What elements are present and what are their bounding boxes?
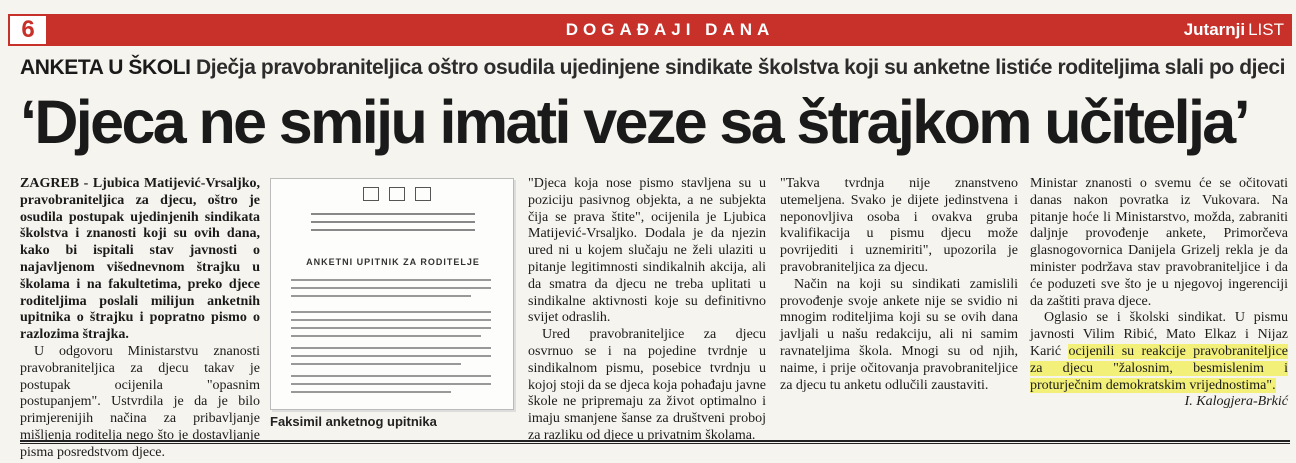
article-column-4 <box>1030 176 1288 426</box>
lead-paragraph: ZAGREB - Ljubica Matijević-Vrsaljko, pravobraniteljica za djecu, oštro je osudila postupak ujedinjenih sindikata školstva i znanosti koji su ovih dana, kako bi ispitali stav javnosti o najavljenom višednevnom štrajku u školama i na fakultetima, preko djece roditeljima poslali milijun anketnih upitnika o štrajku i popratno pismo o razlozima štrajka. <box>20 176 260 343</box>
paragraph: Način na koji su sindikati zamislili provođenje svoje ankete nije se svidio ni mnogim roditeljima koji su se ovih dana javljali u našu redakciju, ali ni samim ravnateljima škola. Mnogi su od njih, naime, i prije očitovanja pravobraniteljice za djecu tu anketu odlučili zaustaviti. <box>780 276 1018 393</box>
brand-logo <box>1184 14 1284 46</box>
paragraph: Ured pravobraniteljice za djecu osvrnuo se i na pojedine tvrdnje u sindikalnom pismu, posebice tvrdnju u kojoj stoji da se djeca koja pohađaju javne škole ne pripremaju za život optimalno i imaju smanjene šanse za društveni proboj za razliku od djece u privatnim školama. <box>528 327 766 443</box>
section-header <box>8 14 1292 46</box>
article-column-3 <box>780 176 1018 426</box>
paragraph: Ministar znanosti o svemu će se očitovati danas nakon povratka iz Vukovara. Na pitanje hoće li Ministarstvo, možda, zabraniti daljnje provođenje ankete, Primorčeva glasnogovornica Danijela Grizelj rekla je da minister podržava stav pravobraniteljice i da će poduzeti sve što je u njegovoj ingerenciji da zaštiti prava djece. <box>1030 176 1288 309</box>
article-column-2 <box>528 176 766 443</box>
facsimile-title: ANKETNI UPITNIK ZA RODITELJE <box>306 257 480 267</box>
facsimile-line <box>311 229 475 231</box>
facsimile-caption: Faksimil anketnog upitnika <box>270 414 437 429</box>
paragraph: "Djeca koja nose pismo stavljena su u poziciju pasivnog objekta, a ne subjekta čija se prava štite", ocijenila je Ljubica Matijević-Vrsaljko. Dodala je da njezin ured ni u kojem slučaju ne želi ulaziti u pitanje legitimnosti sindikalnih akcija, ali da smatra da djecu ne treba uplitati u sindikalne aktivnosti koje su definitivno svijet odraslih. <box>528 176 766 326</box>
facsimile-text-line <box>291 363 461 365</box>
union-logo-icon <box>415 187 431 201</box>
top-strip <box>0 0 1296 8</box>
facsimile-text-line <box>291 375 491 377</box>
facsimile-text-line <box>291 335 481 337</box>
facsimile-logos <box>363 187 431 201</box>
facsimile-text-line <box>291 327 491 329</box>
paragraph <box>1030 310 1288 411</box>
facsimile-text-line <box>291 319 491 321</box>
brand-main: Jutarnji <box>1183 20 1246 39</box>
facsimile-line <box>311 213 475 215</box>
kicker-label: ANKETA U ŠKOLI <box>20 56 191 79</box>
paragraph: "Takva tvrdnja nije znanstveno utemeljena. Svako je dijete jedinstvena i neponovljiva osoba i ovakva gruba kvalifikacija u pismu djecu može povrijediti i uznemiriti", upozorila je pravobraniteljica za djecu. <box>780 176 1018 275</box>
facsimile-text-line <box>291 347 491 349</box>
paragraph-text: Oglasio se i školski sindikat. U pismu javnosti Vilim Ribić, Mato Elkaz i Nijaz Karić <box>1030 310 1288 359</box>
facsimile-text-line <box>291 287 491 289</box>
facsimile-line <box>311 221 475 223</box>
section-band <box>48 14 1292 46</box>
bottom-rule <box>20 440 1290 444</box>
facsimile-image <box>270 178 514 410</box>
brand-suffix: LIST <box>1248 20 1284 39</box>
headline: ‘Djeca ne smiju imati veze sa štrajkom učitelja’ <box>20 88 1248 156</box>
facsimile-text-line <box>291 383 491 385</box>
facsimile-text-line <box>291 355 491 357</box>
paragraph: U odgovoru Ministarstvu znanosti pravobraniteljica za djecu takav je postupak ocijenila "opasnim postupanjem". Ustvrdila je da je bilo primjerenijih načina za pribavljanje mišljenja roditelja nego što je dostavljanje pisma posredstvom djece. <box>20 343 260 460</box>
article-column-1 <box>20 176 260 460</box>
kicker-text: Dječja pravobraniteljica oštro osudila ujedinjene sindikate školstva koji su anketne listiće roditeljima slali po djeci <box>196 56 1286 79</box>
highlighted-quote: ocijenili su reakcije pravobraniteljice za djecu "žalosnim, besmislenim i proturječnim demokratskim vrijednostima". <box>1030 343 1288 393</box>
byline: I. Kalogjera-Brkić <box>1184 394 1288 410</box>
union-logo-icon <box>363 187 379 201</box>
facsimile-text-line <box>291 279 491 281</box>
facsimile-text-line <box>291 391 451 393</box>
section-title: DOGAĐAJI DANA <box>565 20 775 39</box>
page-number: 6 <box>8 14 48 46</box>
kicker <box>20 56 1290 80</box>
facsimile-text-line <box>291 295 471 297</box>
union-logo-icon <box>389 187 405 201</box>
facsimile-text-line <box>291 311 491 313</box>
